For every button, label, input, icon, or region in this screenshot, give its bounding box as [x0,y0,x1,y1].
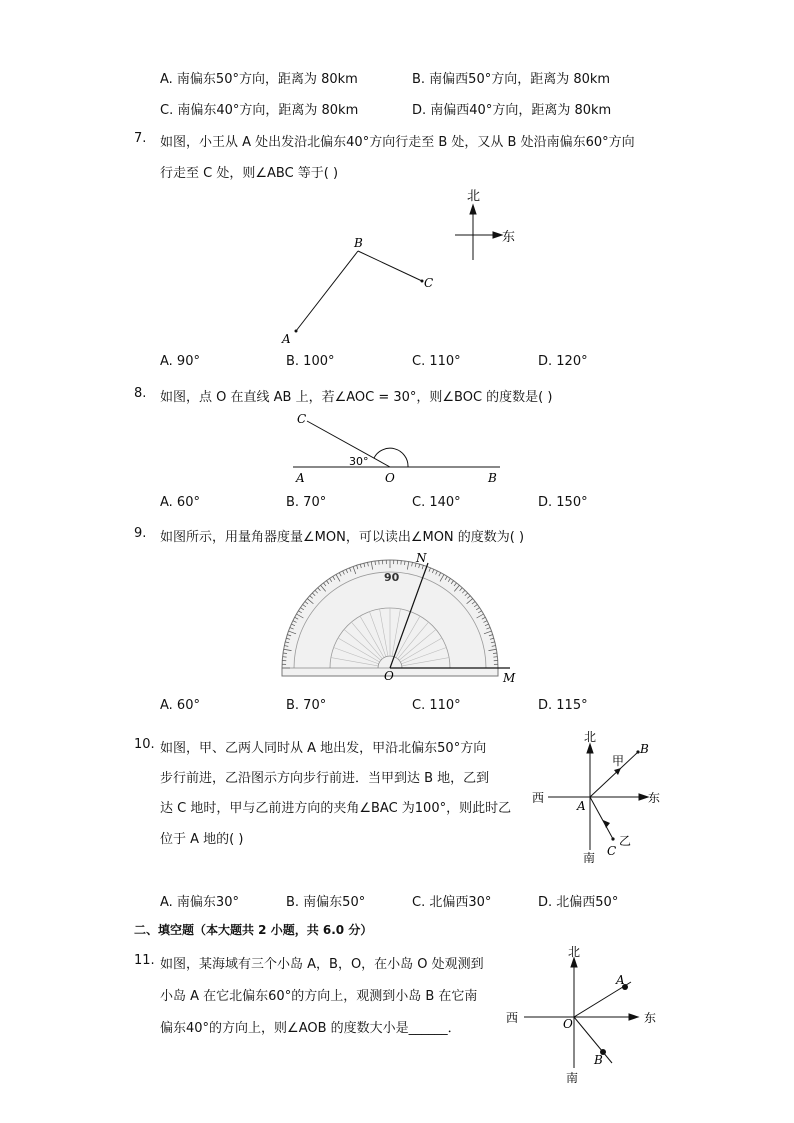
q7-north-label: 北 [467,189,481,204]
q7-east-label: 东 [502,230,516,245]
q11-text-line3: 偏东40°的方向上，则∠AOB 的度数大小是______． [160,1021,461,1036]
q10-text-line2: 步行前进，乙沿图示方向步行前进．当甲到达 B 地，乙到 [160,771,490,786]
q7-option-b[interactable]: B. 100° [286,354,335,369]
q10-text-line1: 如图，甲、乙两人同时从 A 地出发，甲沿北偏东50°方向 [160,741,487,756]
q6-option-c[interactable]: C. 南偏东40°方向，距离为 80km [160,103,359,118]
protractor-center-mark: 90 [384,571,400,584]
q10-jia-label: 甲 [612,754,625,768]
q9-number: 9. [134,526,147,541]
q7-label-c: C [424,276,434,290]
q8-label-o: O [385,471,395,485]
q8-option-d[interactable]: D. 150° [538,495,588,510]
q10-label-c: C [607,844,617,858]
q7-text-line2: 行走至 C 处，则∠ABC 等于( ) [160,166,339,181]
q10-east-label: 东 [648,791,661,805]
q9-option-d[interactable]: D. 115° [538,698,588,713]
q6-option-a[interactable]: A. 南偏东50°方向，距离为 80km [160,72,358,87]
q10-text-line4: 位于 A 地的( ) [160,832,244,847]
q8-option-a[interactable]: A. 60° [160,495,200,510]
q8-option-b[interactable]: B. 70° [286,495,327,510]
q7-label-b: B [354,236,363,250]
q8-angle-label: 30° [349,455,369,468]
q11-north-label: 北 [568,945,581,959]
q8-label-a: A [296,471,305,485]
q7-option-a[interactable]: A. 90° [160,354,200,369]
q8-label-b: B [488,471,497,485]
q9-label-o: O [384,669,394,683]
q8-text: 如图，点 O 在直线 AB 上，若∠AOC = 30°，则∠BOC 的度数是( ) [160,390,553,405]
q11-south-label: 南 [566,1071,579,1085]
q11-west-label: 西 [506,1011,519,1025]
q10-text-line3: 达 C 地时，甲与乙前进方向的夹角∠BAC 为100°，则此时乙 [160,801,512,816]
q11-label-o: O [563,1017,573,1031]
q9-label-m: M [503,671,516,685]
q7-label-a: A [282,332,291,346]
q10-yi-label: 乙 [619,834,632,848]
q11-label-b: B [594,1053,603,1067]
q10-option-a[interactable]: A. 南偏东30° [160,895,239,910]
q11-ray-ob [574,1017,612,1063]
q10-label-b: B [640,742,649,756]
section-2-heading: 二、填空题（本大题共 2 小题，共 6.0 分） [134,923,373,937]
q11-east-label: 东 [644,1011,657,1025]
q10-north-label: 北 [584,730,597,744]
q10-number: 10. [134,737,155,752]
q11-text-line1: 如图，某海域有三个小岛 A，B，O，在小岛 O 处观测到 [160,957,484,972]
q9-option-c[interactable]: C. 110° [412,698,461,713]
q6-option-b[interactable]: B. 南偏西50°方向，距离为 80km [412,72,611,87]
q9-option-b[interactable]: B. 70° [286,698,327,713]
q10-west-label: 西 [532,791,545,805]
q11-number: 11. [134,953,155,968]
q7-option-c[interactable]: C. 110° [412,354,461,369]
q8-number: 8. [134,386,147,401]
q10-option-b[interactable]: B. 南偏东50° [286,895,366,910]
q8-option-c[interactable]: C. 140° [412,495,461,510]
q11-text-line2: 小岛 A 在它北偏东60°的方向上，观测到小岛 B 在它南 [160,989,478,1004]
q7-option-d[interactable]: D. 120° [538,354,588,369]
q9-text: 如图所示，用量角器度量∠MON，可以读出∠MON 的度数为( ) [160,530,525,545]
q10-option-c[interactable]: C. 北偏西30° [412,895,492,910]
q6-option-d[interactable]: D. 南偏西40°方向，距离为 80km [412,103,612,118]
q11-label-a: A [616,973,625,987]
q9-option-a[interactable]: A. 60° [160,698,200,713]
q7-number: 7. [134,131,147,146]
q10-label-a: A [577,799,586,813]
q9-label-n: N [416,551,427,565]
q10-south-label: 南 [583,851,596,865]
q8-label-c: C [297,412,307,426]
q10-option-d[interactable]: D. 北偏西50° [538,895,619,910]
q7-text-line1: 如图，小王从 A 处出发沿北偏东40°方向行走至 B 处，又从 B 处沿南偏东60°方向 [160,135,635,150]
